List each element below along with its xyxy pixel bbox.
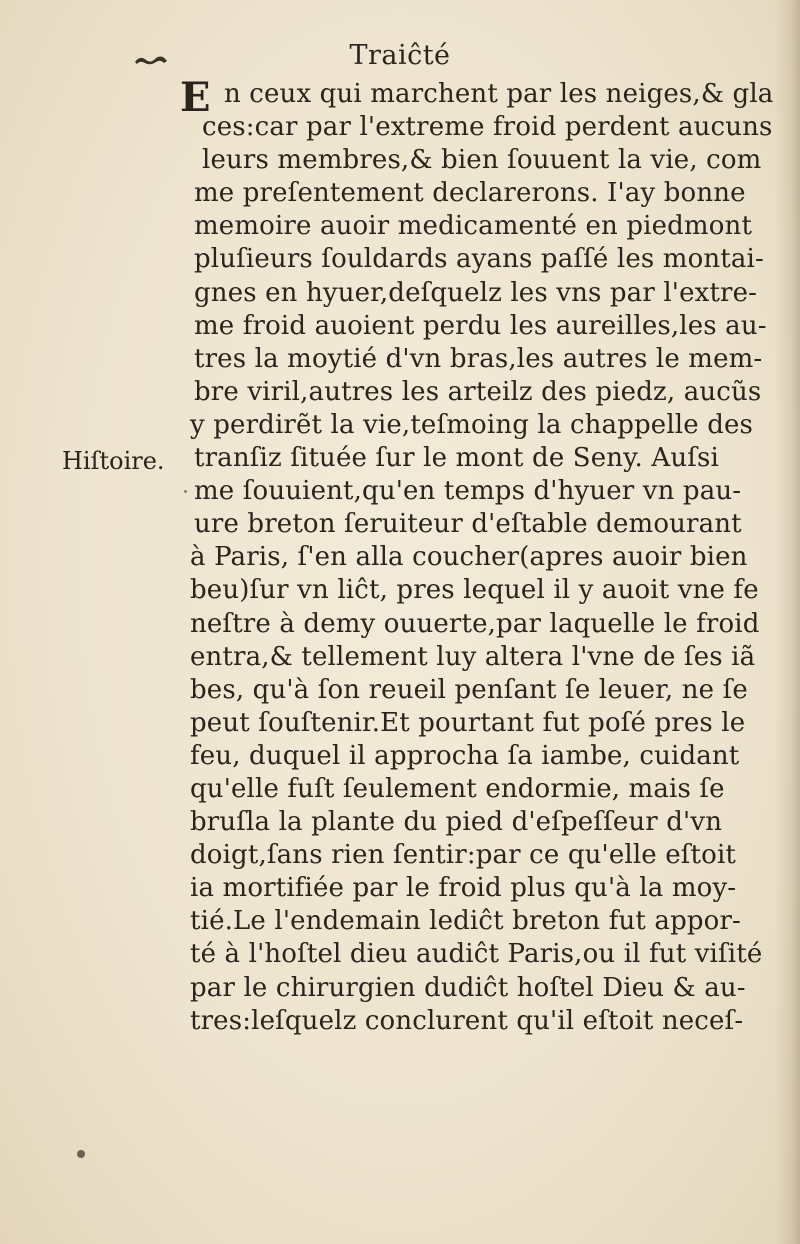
text-line: leurs membres,& bien ſouuent la vie, com	[202, 145, 762, 176]
text-line: me froid auoient perdu les aureilles,les au-	[194, 310, 767, 341]
ink-spot	[184, 490, 187, 493]
text-line: pluſieurs ſouldards ayans paſſé les montai-	[194, 244, 764, 275]
text-line: tres la moytié d'vn bras,les autres le mem-	[194, 343, 763, 374]
text-line: par le chirurgien dudiĉt hoſtel Dieu & au-	[190, 972, 746, 1003]
page-edge-shadow	[774, 0, 800, 1244]
text-line: y perdirẽt la vie,teſmoing la chappelle des	[190, 409, 754, 440]
body-text	[190, 78, 774, 1038]
text-line: me preſentement declarerons. I'ay bonne	[194, 178, 746, 209]
text-line: me ſouuient,qu'en temps d'hyuer vn pau-	[194, 476, 742, 507]
text-line: ia mortifiée par le froid plus qu'à la moy-	[190, 873, 737, 904]
text-line: memoire auoir medicamenté en piedmont	[194, 211, 753, 242]
text-line: tres:leſquelz conclurent qu'il eſtoit neceſ-	[190, 1005, 744, 1036]
text-line: beu)ſur vn liĉt, pres lequel il y auoit vne fe	[190, 575, 759, 606]
margin-note: Hiſtoire.	[62, 447, 165, 475]
text-line: feu, duquel il approcha ſa iambe, cuidant	[190, 740, 740, 771]
text-line: bruſla la plante du pied d'eſpeſſeur d'vn	[190, 807, 723, 838]
text-line: n ceux qui marchent par les neiges,& gla	[224, 79, 774, 109]
text-line: bre viril,autres les arteilz des piedz, aucũs	[194, 376, 762, 407]
text-line: gnes en hyuer,deſquelz les vns par l'extre-	[194, 277, 758, 308]
drop-initial: E	[180, 74, 211, 121]
text-line: peut ſouſtenir.Et pourtant fut poſé pres le	[190, 707, 746, 738]
text-line: doigt,ſans rien ſentir:par ce qu'elle eſtoit	[190, 840, 737, 871]
text-line: ces:car par l'extreme froid perdent aucuns	[202, 112, 773, 143]
running-head: Traiĉté	[349, 40, 451, 71]
text-line: qu'elle fuſt ſeulement endormie, mais ſe	[190, 773, 725, 804]
text-line: té à l'hoſtel dieu audiĉt Paris,ou il fut viſité	[190, 939, 763, 970]
text-line: bes, qu'à ſon reueil penſant ſe leuer, ne ſe	[190, 674, 748, 705]
text-line: tranſiz ſituée ſur le mont de Seny. Auſsi	[194, 443, 719, 474]
text-line: neſtre à demy ouuerte,par laquelle le froid	[190, 608, 760, 639]
text-line: ure breton ſeruiteur d'eſtable demourant	[194, 509, 742, 540]
text-line: tié.Le l'endemain lediĉt breton fut appor-	[190, 906, 741, 937]
text-line: à Paris, ſ'en alla coucher(apres auoir bien	[190, 542, 748, 573]
text-line: entra,& tellement luy altera l'vne de ſes iã	[190, 641, 756, 672]
ink-spot	[77, 1150, 85, 1158]
